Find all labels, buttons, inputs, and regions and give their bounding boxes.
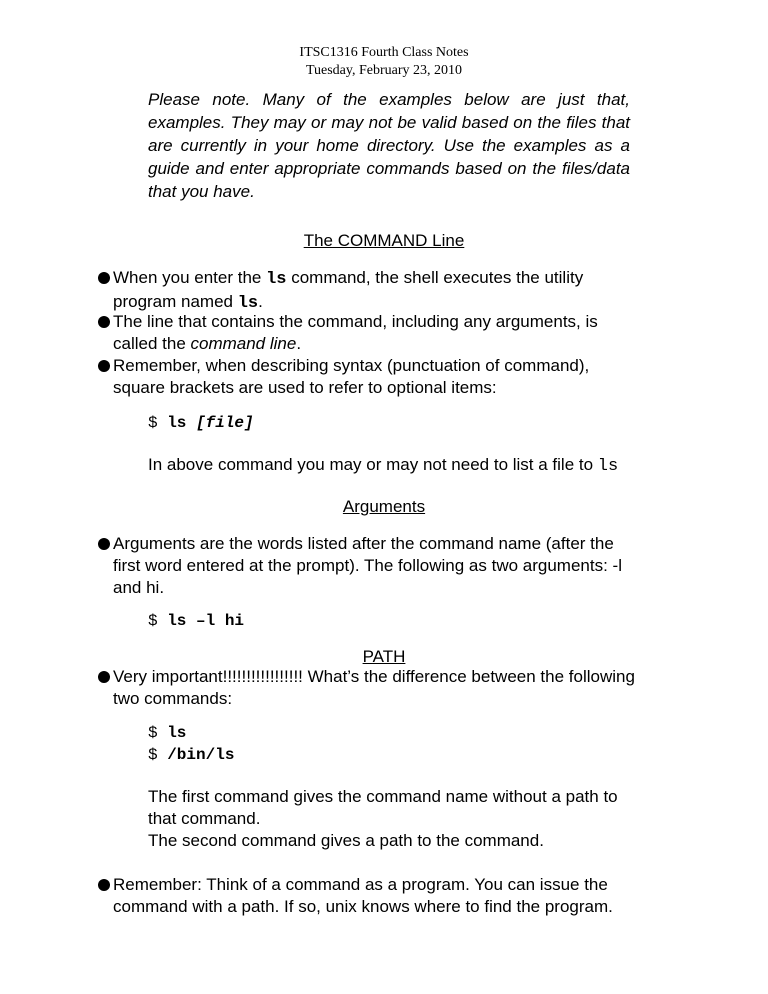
bullet-ls-command: When you enter the ls command, the shell executes the utility program named ls.	[113, 267, 643, 315]
code-example-ls-file: $ ls [file]	[148, 414, 254, 432]
inline-code: ls	[597, 457, 619, 476]
bullet-remember-path: Remember: Think of a command as a program. You can issue the command with a path. If so, unix knows where to find the program.	[113, 874, 643, 918]
bullet-dot	[98, 671, 110, 683]
section-heading-path: PATH	[362, 647, 406, 666]
bullet-dot	[98, 538, 110, 550]
bullet-syntax: Remember, when describing syntax (punctuation of command), square brackets are used to refer to optional items:	[113, 355, 643, 399]
note-paragraph: Please note. Many of the examples below are just that, examples. They may or may not be valid based on the files that are currently in your home directory. Use the examples as a guide and enter appropriate commands based on the files/data that you have.	[148, 90, 630, 201]
section-heading-command-line: The COMMAND Line	[303, 231, 465, 250]
code-example-ls: $ ls	[148, 724, 187, 742]
bullet-arguments: Arguments are the words listed after the command name (after the first word entered at the prompt). The following as two arguments: -l and hi.	[113, 533, 643, 599]
bullet-command-line: The line that contains the command, including any arguments, is called the command line.	[113, 311, 643, 355]
section-heading-arguments: Arguments	[342, 497, 426, 516]
code-example-bin-ls: $ /bin/ls	[148, 746, 235, 764]
bullet-dot	[98, 316, 110, 328]
emphasis-text: command line	[190, 334, 297, 353]
code-example-ls-l-hi: $ ls –l hi	[148, 612, 245, 630]
explanation-second: The second command gives a path to the command.	[148, 831, 544, 850]
inline-code: ls	[237, 294, 259, 313]
bullet-dot	[98, 360, 110, 372]
bullet-dot	[98, 879, 110, 891]
header-title: ITSC1316 Fourth Class Notes	[299, 45, 469, 60]
bullet-dot	[98, 272, 110, 284]
inline-code: ls	[266, 270, 287, 289]
explanation-paragraph	[148, 786, 648, 852]
header-date: Tuesday, February 23, 2010	[305, 63, 463, 78]
bullet-path-importance: Very important!!!!!!!!!!!!!!!!! What’s the difference between the following two commands:	[113, 666, 643, 710]
explanation-first: The first command gives the command name without a path to that command.	[148, 787, 618, 828]
explanation-ls-file: In above command you may or may not need to list a file to ls	[148, 455, 619, 476]
